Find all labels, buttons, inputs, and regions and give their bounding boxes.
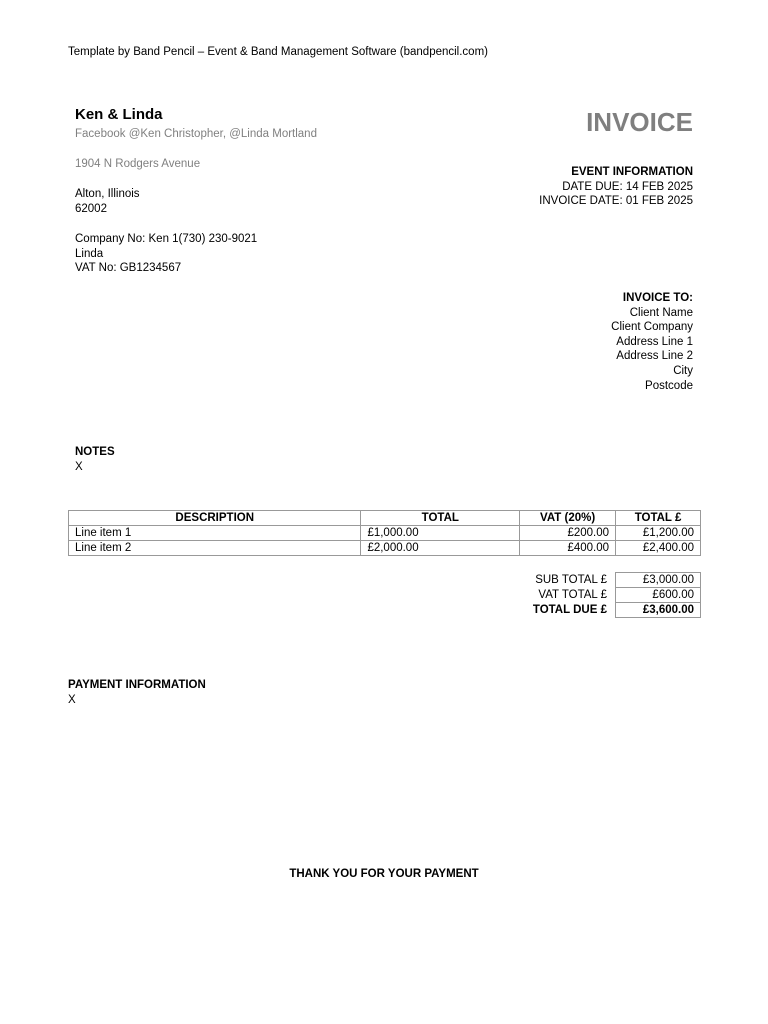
sender-postcode: 62002	[75, 203, 107, 215]
item-total: £1,000.00	[361, 526, 520, 541]
client-postcode: Postcode	[645, 379, 693, 392]
client-company: Client Company	[611, 321, 693, 334]
table-row	[69, 541, 701, 556]
client-name: Client Name	[629, 306, 693, 319]
company-number-continued: Linda	[75, 248, 104, 260]
vat-total-row	[527, 588, 701, 603]
column-header-total: TOTAL	[361, 511, 520, 526]
subtotal-value: £3,000.00	[616, 573, 701, 588]
company-number: Company No: Ken 1(730) 230-9021	[75, 233, 258, 245]
sender-city: Alton, Illinois	[75, 188, 140, 200]
subtotal-row	[527, 573, 701, 588]
item-vat: £400.00	[520, 541, 616, 556]
sender-address-line: 1904 N Rodgers Avenue	[75, 158, 201, 170]
item-description: Line item 1	[69, 526, 361, 541]
total-due-label: TOTAL DUE £	[532, 604, 607, 616]
vat-total-value: £600.00	[616, 588, 701, 603]
notes-value: X	[75, 461, 83, 473]
invoice-to	[493, 291, 693, 393]
date-due: DATE DUE: 14 FEB 2025	[562, 180, 693, 193]
total-due-value: £3,600.00	[616, 603, 701, 618]
total-due-row	[527, 603, 701, 618]
event-information-heading: EVENT INFORMATION	[571, 166, 693, 178]
line-items-table	[68, 510, 701, 556]
client-address-line-2: Address Line 2	[616, 350, 693, 363]
sender-name: Ken & Linda	[75, 106, 163, 123]
client-address-line-1: Address Line 1	[616, 335, 693, 348]
vat-number: VAT No: GB1234567	[75, 262, 182, 274]
item-total-gbp: £1,200.00	[616, 526, 701, 541]
subtotal-label: SUB TOTAL £	[535, 574, 607, 586]
payment-information-value: X	[68, 694, 76, 706]
invoice-date: INVOICE DATE: 01 FEB 2025	[539, 195, 693, 208]
item-vat: £200.00	[520, 526, 616, 541]
payment-information-label: PAYMENT INFORMATION	[68, 679, 206, 691]
invoice-title: INVOICE	[586, 107, 693, 137]
totals-table	[527, 572, 701, 618]
event-information	[433, 165, 693, 209]
table-header-row	[69, 511, 701, 526]
vat-total-label: VAT TOTAL £	[538, 589, 607, 601]
notes-label: NOTES	[75, 446, 115, 458]
column-header-description: DESCRIPTION	[69, 511, 361, 526]
sender-social: Facebook @Ken Christopher, @Linda Mortland	[75, 128, 317, 140]
item-total: £2,000.00	[361, 541, 520, 556]
item-description: Line item 2	[69, 541, 361, 556]
thank-you-message: THANK YOU FOR YOUR PAYMENT	[289, 868, 479, 880]
invoice-to-heading: INVOICE TO:	[622, 292, 693, 304]
template-note: Template by Band Pencil – Event & Band Management Software (bandpencil.com)	[68, 46, 488, 58]
item-total-gbp: £2,400.00	[616, 541, 701, 556]
table-row	[69, 526, 701, 541]
column-header-total-gbp: TOTAL £	[616, 511, 701, 526]
column-header-vat: VAT (20%)	[520, 511, 616, 526]
client-city: City	[673, 364, 693, 377]
